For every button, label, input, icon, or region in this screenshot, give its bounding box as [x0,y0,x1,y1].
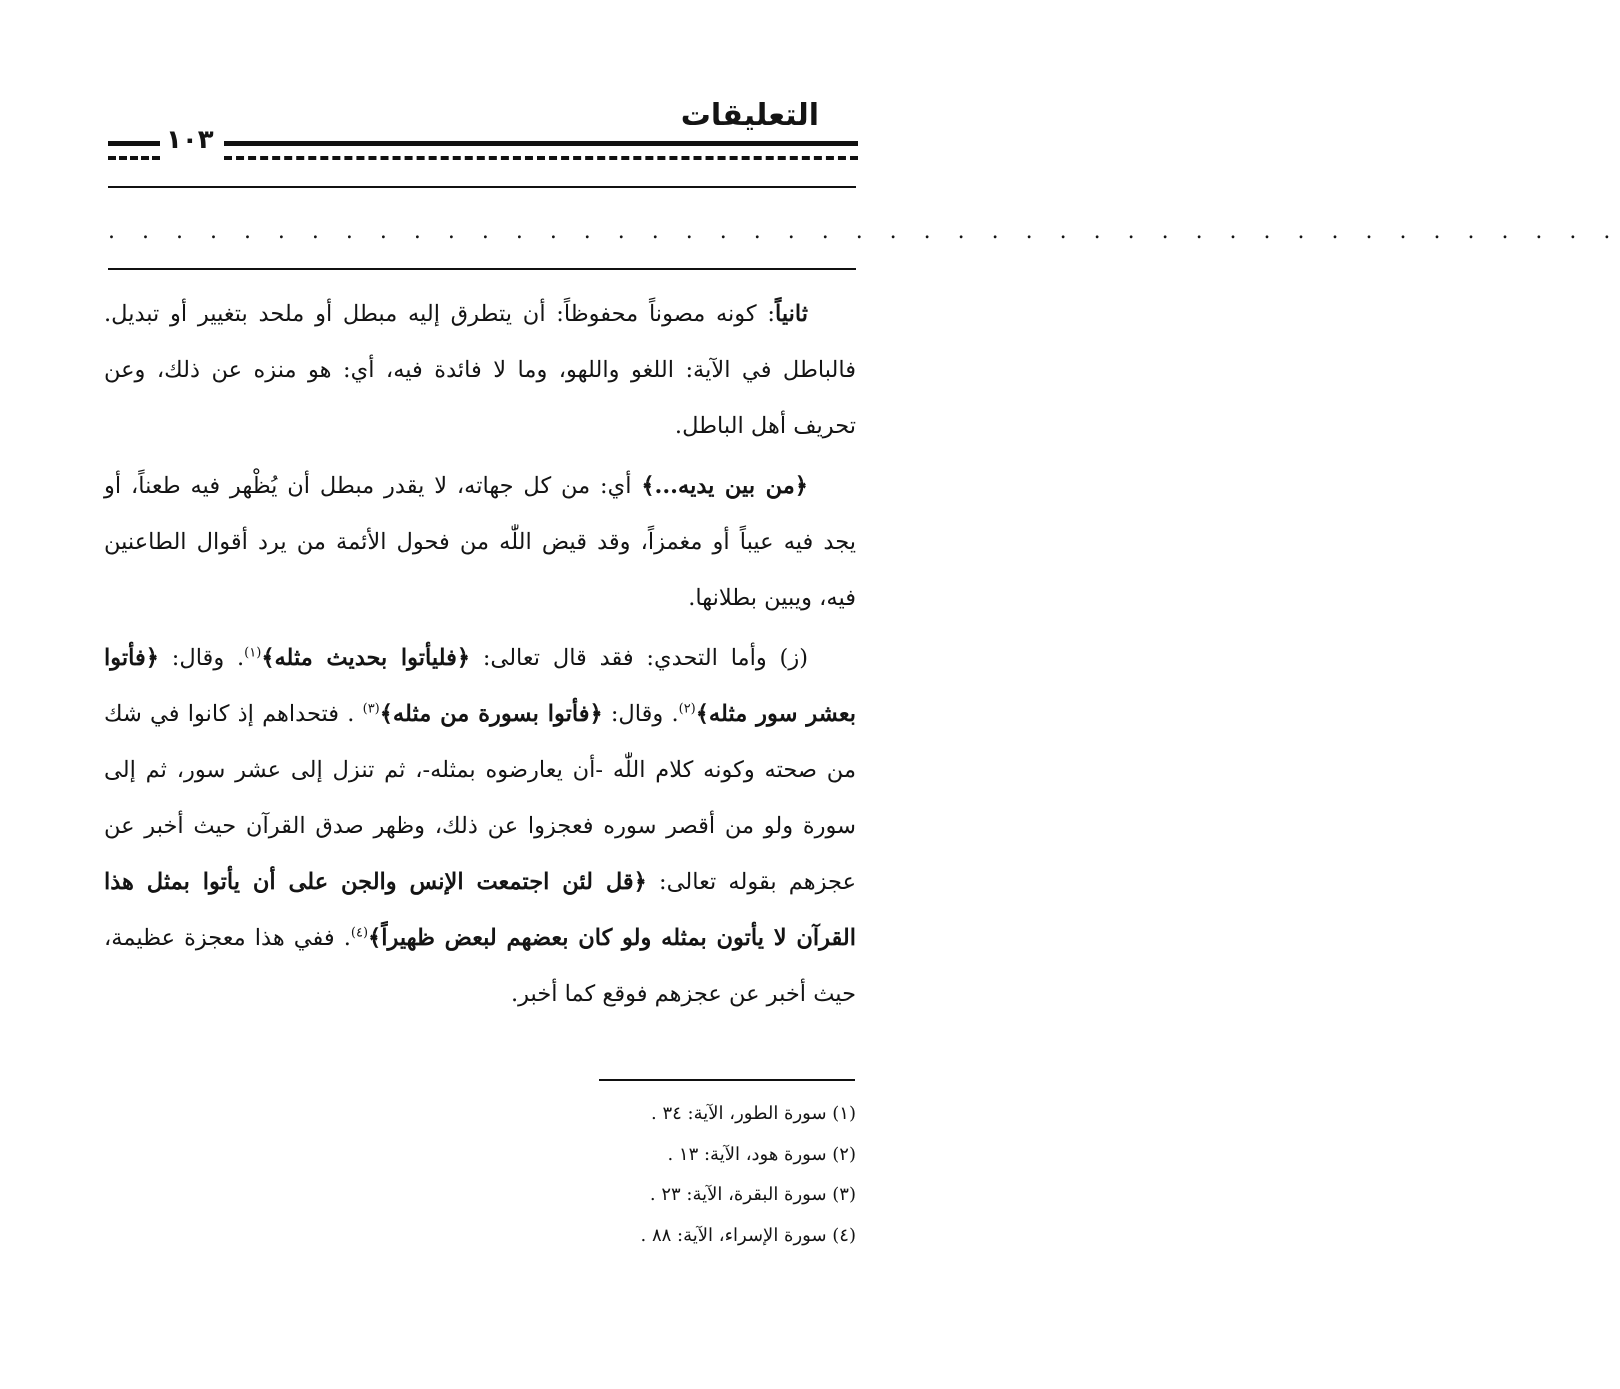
footnote-2: (٢) سورة هود، الآية: ١٣ . [667,1143,856,1165]
footnote-ref-4: (٤) [350,925,369,941]
paragraph-3-part-a: (ز) وأما التحدي: فقد قال تعالى: [470,645,808,671]
page-number: ١٠٣ [160,123,220,157]
paragraph-2 [104,458,856,626]
footnote-4: (٤) سورة الإسراء، الآية: ٨٨ . [640,1224,856,1246]
footnote-ref-3: (٣) [362,701,380,717]
paragraph-2-text: أي: من كل جهاته، لا يقدر مبطل أن يُظْهر فيه طعناً، أو يجد فيه عيباً أو مغمزاً، وقد قيض اللّٰه من فحول الأئمة من يرد أقوال الطاعنين فيه، ويبين بطلانها. [104,473,856,611]
paragraph-3-part-b: . وقال: [158,645,245,671]
quran-quote-3: ﴿فأتوا بسورة من مثله﴾ [379,701,603,727]
paragraph-3-part-d: . فتحداهم إذ كانوا في شك من صحته وكونه كلام اللّٰه -أن يعارضوه بمثله-، ثم تنزل إلى عشر سور، ثم إلى سورة ولو من أقصر سوره فعجزوا عن ذلك، وظهر صدق القرآن حيث أخبر عن عجزهم بقوله تعالى: [104,701,856,895]
paragraph-3 [104,630,856,1022]
quran-quote-4: ﴿قل لئن اجتمعت الإنس والجن على أن يأتوا بمثل هذا القرآن لا يأتون بمثله ولو كان بعضهم لبعض ظهيراً﴾ [104,869,856,951]
paragraph-1-lead: ثانياً [774,301,808,327]
paragraph-3-part-e: . ففي هذا معجزة عظيمة، حيث أخبر عن عجزهم فوقع كما أخبر. [104,925,856,1007]
paragraph-3-part-c: . وقال: [602,701,679,727]
running-title: التعليقات [680,98,819,133]
footnote-1: (١) سورة الطور، الآية: ٣٤ . [651,1103,856,1124]
header-rule-left-dashed [108,146,160,160]
footnote-3: (٣) سورة البقرة، الآية: ٢٣ . [649,1184,856,1205]
paragraph-1 [104,286,856,454]
quran-quote-1: ﴿فليأتوا بحديث مثله﴾ [261,645,471,671]
body-text [104,286,856,1022]
footnote-separator [599,1079,855,1081]
separator-dots: . . . . . . . . . . . . . . . . . . . . . . . . . . . . . . . . . . . . . . . . . . . . . [108,219,1620,244]
quran-quote-2: ﴿فأتوا بعشر سور مثله﴾ [104,645,856,727]
footnote-ref-1: (١) [244,645,262,661]
separator-line-bottom [108,268,856,270]
footnotes [336,1094,856,1256]
paragraph-1-text: : كونه مصوناً محفوظاً: أن يتطرق إليه مبطل أو ملحد بتغيير أو تبديل. فالباطل في الآية: اللغو واللهو، وما لا فائدة فيه، أي: هو منزه عن ذلك، وعن تحريف أهل الباطل. [104,301,856,439]
header-rule-right-dashed [224,146,858,160]
separator-line-top [108,186,856,188]
paragraph-2-quote: ﴿من بين يديه...﴾ [641,473,808,499]
footnote-ref-2: (٢) [678,701,696,717]
